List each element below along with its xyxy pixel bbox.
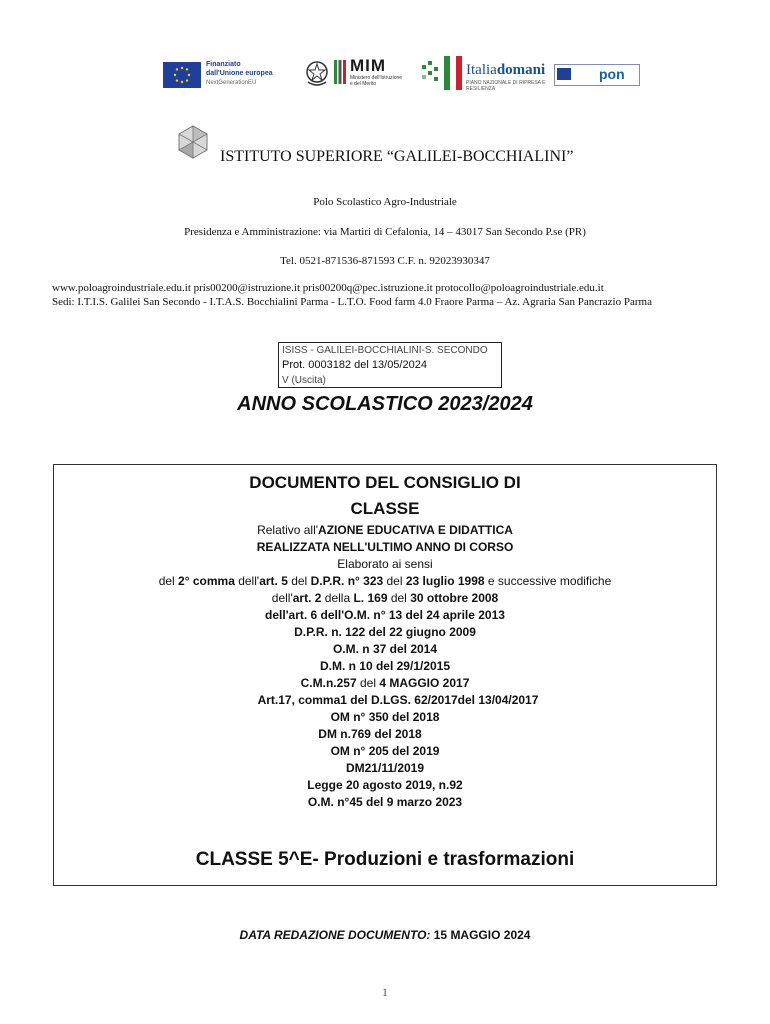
art2-line: dell'art. 2 della L. 169 del 30 ottobre 2008 [271,591,499,605]
pon-text: pon [599,66,625,82]
italia-domani-logo [422,56,552,90]
stamp-line-1: ISISS - GALILEI-BOCCHIALINI-S. SECONDO [282,345,488,356]
italia-domani-subtitle: PIANO NAZIONALE DI RIPRESA E RESILIENZA [466,80,546,92]
cm-line: C.M.n.257 del 4 MAGGIO 2017 [300,676,470,690]
mim-subtitle-2: e del Merito [350,81,377,87]
school-name: ISTITUTO SUPERIORE “GALILEI-BOCCHIALINI” [220,148,574,165]
stamp-line-3: V (Uscita) [282,375,326,386]
eu-flag-icon [163,62,201,88]
italian-republic-emblem-icon [305,58,329,88]
reference-line: D.M. n 10 del 29/1/2015 [319,659,451,673]
document-box [53,464,717,886]
italian-flag-icon [444,56,462,90]
reference-line: OM n° 350 del 2018 [330,710,440,724]
eu-funding-logo [163,61,293,89]
reference-line: Legge 20 agosto 2019, n.92 [307,778,463,792]
reference-line: O.M. n 37 del 2014 [332,642,438,656]
reference-line: D.P.R. n. 122 del 22 giugno 2009 [294,625,476,639]
eu-text-line1: Finanziato [206,61,241,68]
reference-line: DM21/11/2019 [345,761,425,775]
stamp-line-2: Prot. 0003182 del 13/05/2024 [282,359,427,371]
document-title-line2: CLASSE [350,499,420,518]
reference-line: DM n.769 del 2018 [318,727,422,741]
sedi-line: Sedi: I.T.I.S. Galilei San Secondo - I.T.A.S. Bocchialini Parma - L.T.O. Food farm 4.0 Fraore Parma – Az. Agraria San Pancrazio Parma [52,296,652,308]
school-year-heading: ANNO SCOLASTICO 2023/2024 [237,393,533,415]
protocol-stamp [278,342,502,388]
mim-logo [334,58,414,88]
pon-logo [554,64,640,86]
reference-line: Art.17, comma1 del D.LGS. 62/2017del 13/04/2017 [257,693,539,707]
contacts-line: www.poloagroindustriale.edu.it pris00200@istruzione.it pris00200q@pec.istruzione.it protocollo@poloagroindustriale.edu.it [52,282,604,294]
pon-eu-flag-icon [557,68,571,80]
reference-line: O.M. n°45 del 9 marzo 2023 [307,795,463,809]
school-emblem-icon [175,124,211,162]
polo-line: Polo Scolastico Agro-Industriale [313,196,457,208]
pixel-pattern-icon [422,61,440,83]
reference-line: dell'art. 6 dell'O.M. n° 13 del 24 aprile 2013 [265,608,505,622]
reference-line: OM n° 205 del 2019 [330,744,440,758]
realizzata-line: REALIZZATA NELL'ULTIMO ANNO DI CORSO [256,540,514,554]
relativo-line: Relativo all'AZIONE EDUCATIVA E DIDATTICA [257,523,513,537]
italia-domani-text: Italiadomani [466,62,546,78]
tel-line: Tel. 0521-871536-871593 C.F. n. 92023930347 [280,255,490,267]
eu-text-line2: dall'Unione europea [206,70,273,77]
mim-bars-icon [334,60,346,84]
document-date: DATA REDAZIONE DOCUMENTO: 15 MAGGIO 2024 [239,928,531,942]
mim-text: MIM [350,56,387,75]
elaborato-line: Elaborato ai sensi [337,557,433,571]
class-heading: CLASSE 5^E- Produzioni e trasformazioni [195,849,575,870]
document-title-line1: DOCUMENTO DEL CONSIGLIO DI [249,473,521,492]
mim-subtitle-1: Ministero dell'Istruzione [350,75,403,81]
presidenza-line: Presidenza e Amministrazione: via Martiri di Cefalonia, 14 – 43017 San Secondo P.se (PR) [184,226,586,238]
contacts-block [52,281,732,309]
comma-line: del 2° comma dell'art. 5 del D.P.R. n° 323 del 23 luglio 1998 e successive modifiche [158,574,612,588]
page-number: 1 [382,985,388,999]
eu-text-line3: NextGenerationEU [206,80,257,86]
